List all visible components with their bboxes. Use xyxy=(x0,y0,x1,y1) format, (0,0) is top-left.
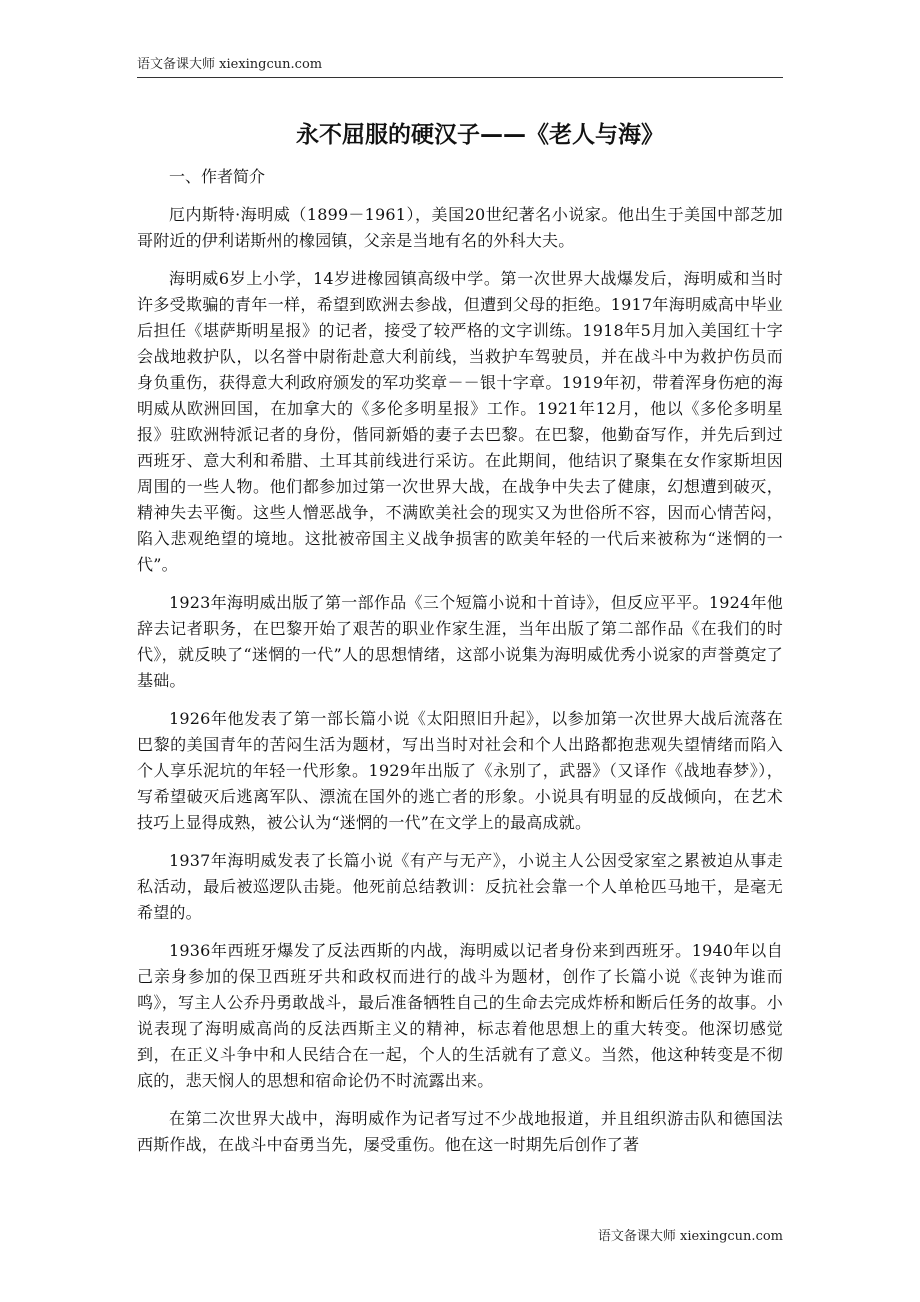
paragraph-7: 在第二次世界大战中，海明威作为记者写过不少战地报道，并且组织游击队和德国法西斯作战，在战斗中奋勇当先，屡受重伤。他在这一时期先后创作了著 xyxy=(137,1109,783,1154)
paragraph-5: 1937年海明威发表了长篇小说《有产与无产》，小说主人公因受家室之累被迫从事走私活动，最后被巡逻队击毙。他死前总结教训：反抗社会靠一个人单枪匹马地干，是毫无希望的。 xyxy=(137,851,783,922)
paragraph-6: 1936年西班牙爆发了反法西斯的内战，海明威以记者身份来到西班牙。1940年以自己亲身参加的保卫西班牙共和政权而进行的战斗为题材，创作了长篇小说《丧钟为谁而鸣》，写主人公乔丹勇敢战斗，最后准备牺牲自己的生命去完成炸桥和断后任务的故事。小说表现了海明威高尚的反法西斯主义的精神，标志着他思想上的重大转变。他深切感觉到，在正义斗争中和人民结合在一起，个人的生活就有了意义。当然，他这种转变是不彻底的，悲天悯人的思想和宿命论仍不时流露出来。 xyxy=(137,941,783,1090)
section-heading: 一、作者简介 xyxy=(169,167,266,186)
paragraph-2: 海明威6岁上小学，14岁进橡园镇高级中学。第一次世界大战爆发后，海明威和当时许多受欺骗的青年一样，希望到欧洲去参战，但遭到父母的拒绝。1917年海明威高中毕业后担任《堪萨斯明星报》的记者，接受了较严格的文字训练。1918年5月加入美国红十字会战地救护队，以名誉中尉衔赴意大利前线，当救护车驾驶员，并在战斗中为救护伤员而身负重伤，获得意大利政府颁发的军功奖章－－银十字章。1919年初，带着浑身伤疤的海明威从欧洲回国，在加拿大的《多伦多明星报》工作。1921年12月，他以《多伦多明星报》驻欧洲特派记者的身份，偕同新婚的妻子去巴黎。在巴黎，他勤奋写作，并先后到过西班牙、意大利和希腊、土耳其前线进行采访。在此期间，他结识了聚集在女作家斯坦因周围的一些人物。他们都参加过第一次世界大战，在战争中失去了健康，幻想遭到破灭，精神失去平衡。这些人憎恶战争，不满欧美社会的现实又为世俗所不容，因而心情苦闷，陷入悲观绝望的境地。这批被帝国主义战争损害的欧美年轻的一代后来被称为“迷惘的一代”。 xyxy=(137,269,783,574)
paragraph-4: 1926年他发表了第一部长篇小说《太阳照旧升起》，以参加第一次世界大战后流落在巴黎的美国青年的苦闷生活为题材，写出当时对社会和个人出路都抱悲观失望情绪而陷入个人享乐泥坑的年轻一代形象。1929年出版了《永别了，武器》（又译作《战地春梦》），写希望破灭后逃离军队、漂流在国外的逃亡者的形象。小说具有明显的反战倾向，在艺术技巧上显得成熟，被公认为“迷惘的一代”在文学上的最高成就。 xyxy=(137,709,783,832)
document-body xyxy=(137,118,783,1170)
document-title: 永不屈服的硬汉子——《老人与海》 xyxy=(296,122,664,148)
paragraph-3: 1923年海明威出版了第一部作品《三个短篇小说和十首诗》，但反应平平。1924年他辞去记者职务，在巴黎开始了艰苦的职业作家生涯，当年出版了第二部作品《在我们的时代》，就反映了“迷惘的一代”人的思想情绪，这部小说集为海明威优秀小说家的声誉奠定了基础。 xyxy=(137,593,783,690)
header-divider xyxy=(137,77,783,78)
paragraph-1: 厄内斯特·海明威（1899－1961），美国20世纪著名小说家。他出生于美国中部芝加哥附近的伊利诺斯州的橡园镇，父亲是当地有名的外科大夫。 xyxy=(137,205,783,250)
page-footer: 语文备课大师 xiexingcun.com xyxy=(597,1229,783,1244)
page-header: 语文备课大师 xiexingcun.com xyxy=(137,57,323,72)
